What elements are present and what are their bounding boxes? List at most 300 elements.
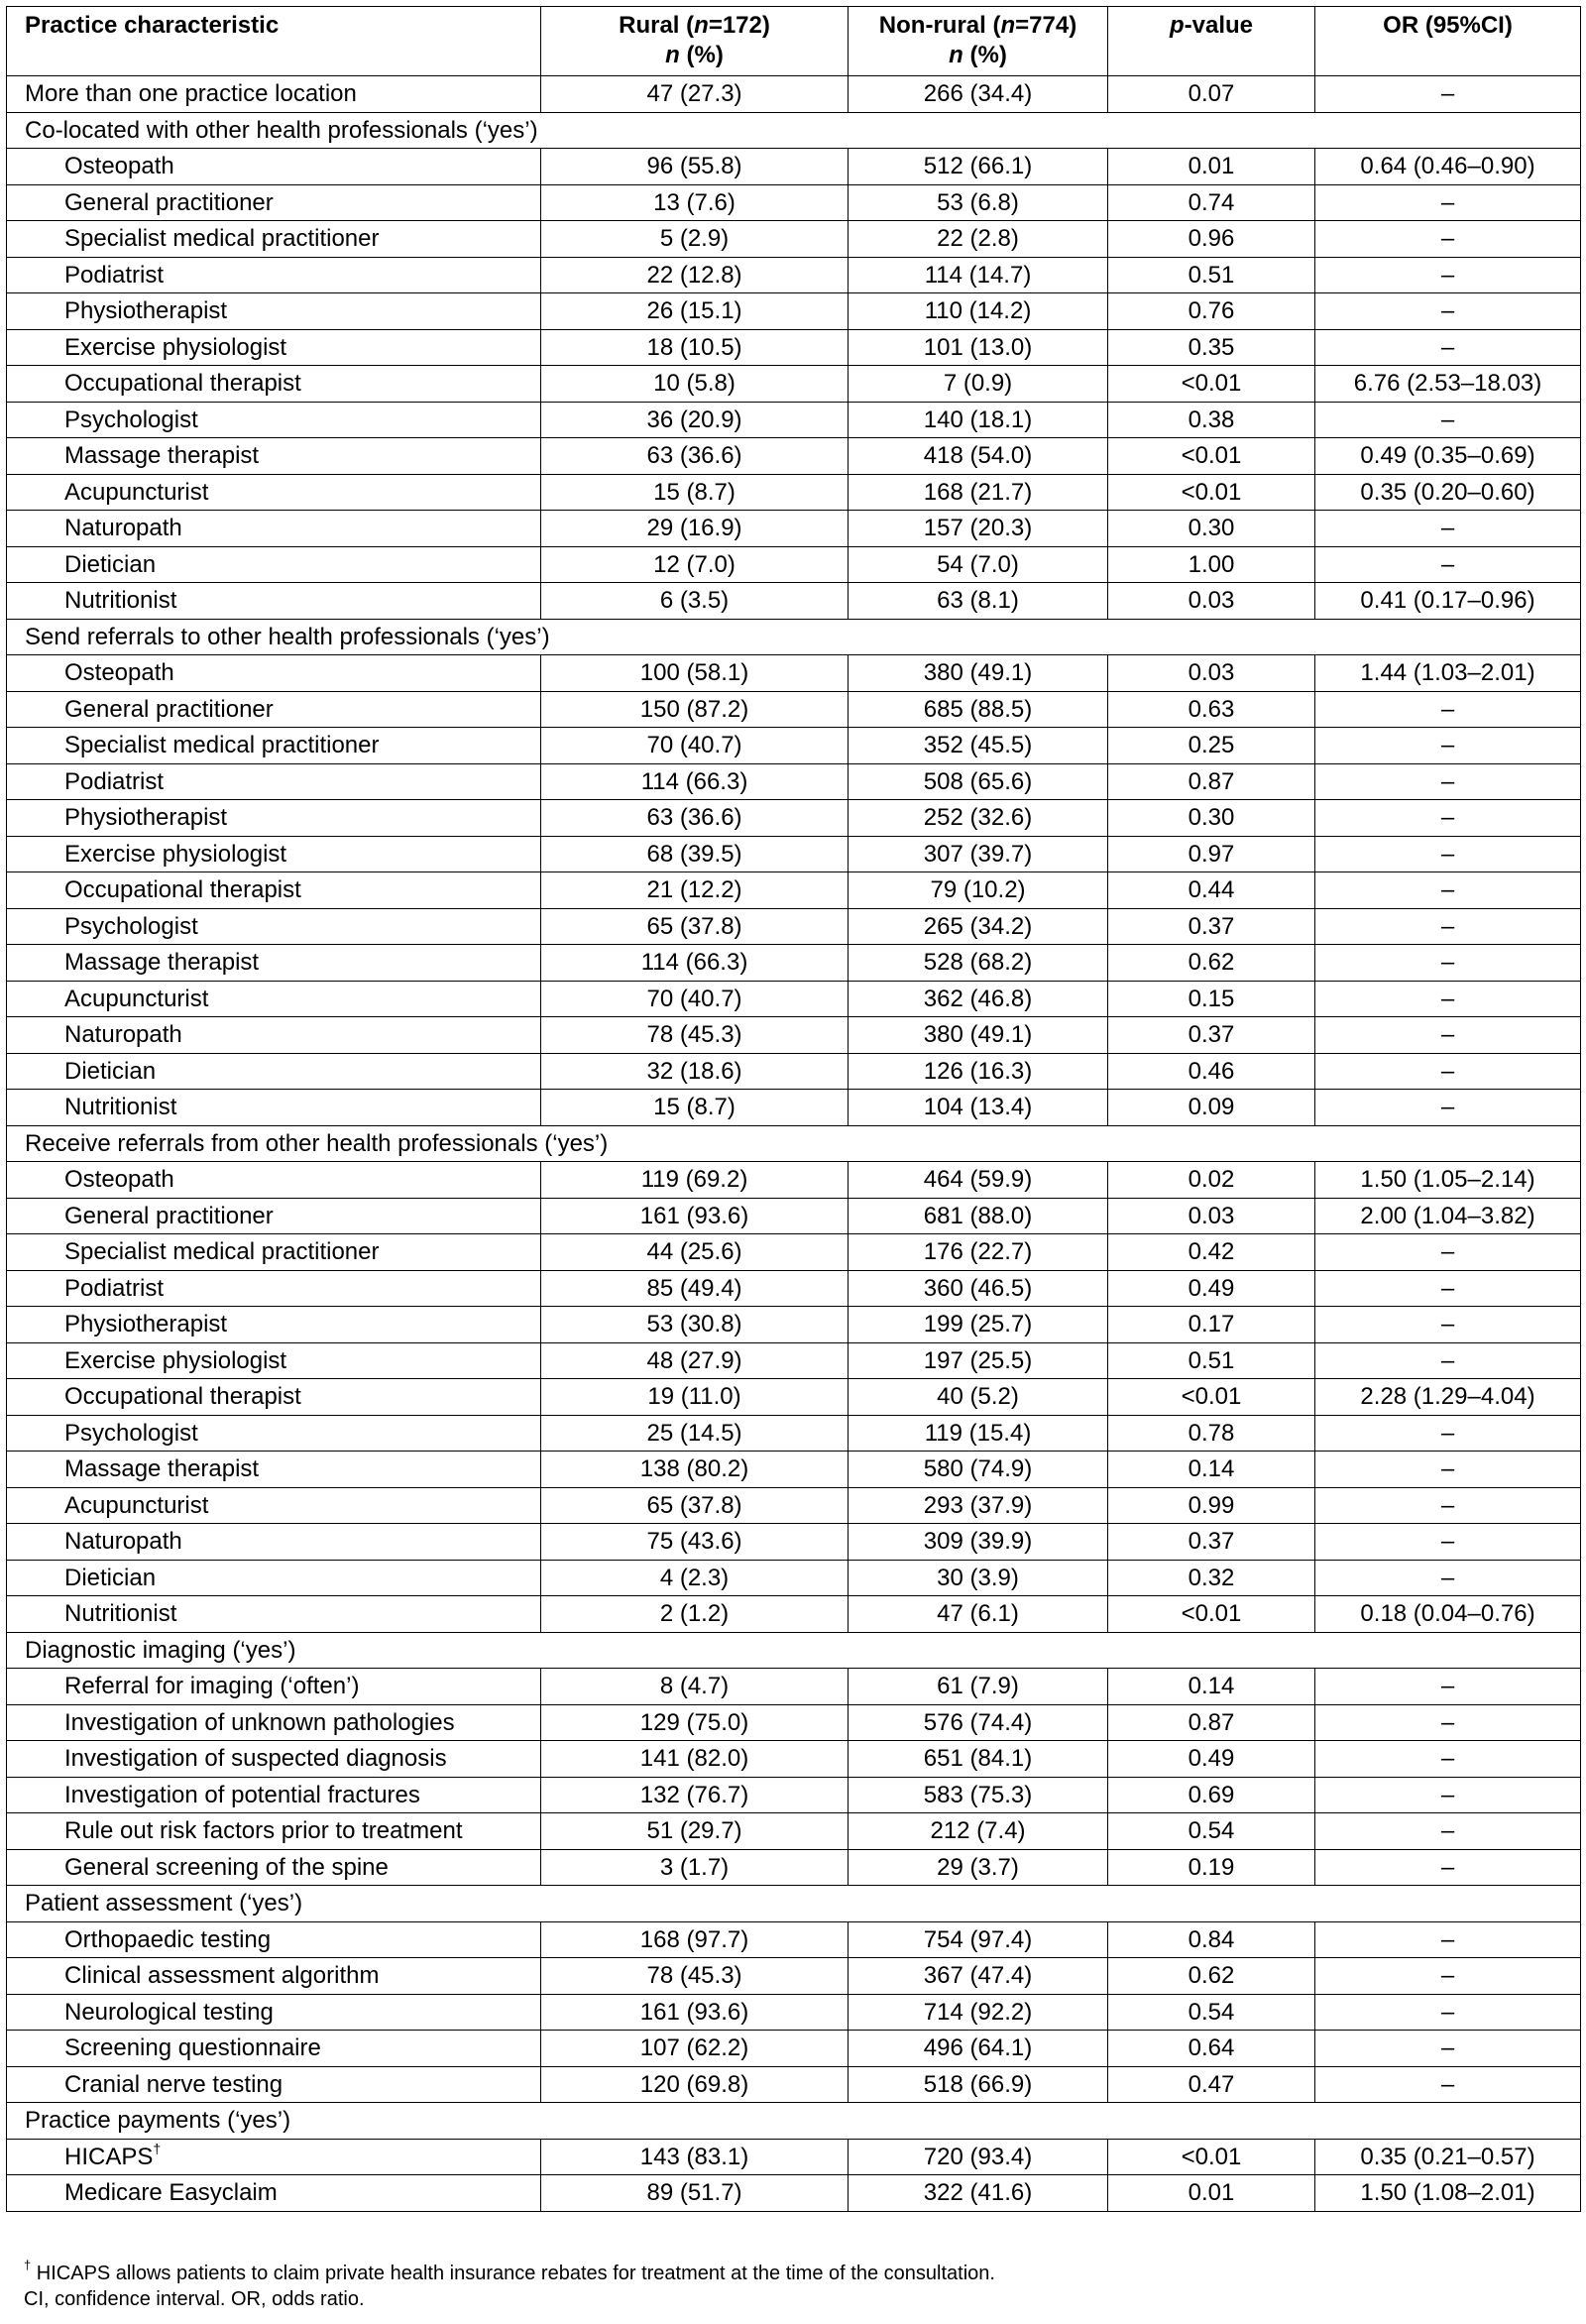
table-row xyxy=(7,1415,1581,1452)
or-cell: – xyxy=(1315,1704,1581,1741)
row-label: Acupuncturist xyxy=(7,981,541,1017)
row-label: Physiotherapist xyxy=(7,800,541,837)
or-cell: – xyxy=(1315,293,1581,330)
or-cell: – xyxy=(1315,1669,1581,1705)
table-row xyxy=(7,1669,1581,1705)
non-rural-cell: 265 (34.2) xyxy=(849,908,1108,945)
rural-cell: 29 (16.9) xyxy=(541,511,849,547)
or-cell: 0.41 (0.17–0.96) xyxy=(1315,583,1581,620)
section-label: Co-located with other health professionals (‘yes’) xyxy=(7,112,1581,149)
section-header-row xyxy=(7,1632,1581,1669)
rural-cell: 53 (30.8) xyxy=(541,1307,849,1343)
p-value-cell: 0.54 xyxy=(1108,1813,1315,1850)
non-rural-cell: 47 (6.1) xyxy=(849,1596,1108,1633)
or-cell: – xyxy=(1315,1307,1581,1343)
non-rural-cell: 685 (88.5) xyxy=(849,691,1108,728)
or-cell: – xyxy=(1315,1741,1581,1778)
non-rural-cell: 418 (54.0) xyxy=(849,438,1108,475)
or-cell: – xyxy=(1315,402,1581,438)
or-cell: – xyxy=(1315,546,1581,583)
table-row xyxy=(7,438,1581,475)
section-header-row xyxy=(7,112,1581,149)
p-value-cell: 0.62 xyxy=(1108,1958,1315,1995)
or-cell: – xyxy=(1315,800,1581,837)
rural-cell: 15 (8.7) xyxy=(541,1090,849,1126)
or-cell: – xyxy=(1315,1053,1581,1090)
rural-cell: 96 (55.8) xyxy=(541,149,849,185)
or-cell: 0.18 (0.04–0.76) xyxy=(1315,1596,1581,1633)
row-label: Occupational therapist xyxy=(7,1379,541,1416)
or-cell: – xyxy=(1315,763,1581,800)
rural-cell: 13 (7.6) xyxy=(541,184,849,221)
p-value-cell: 0.37 xyxy=(1108,908,1315,945)
p-value-cell: 0.96 xyxy=(1108,221,1315,258)
or-cell: – xyxy=(1315,691,1581,728)
p-value-cell: 0.07 xyxy=(1108,76,1315,113)
row-label: Psychologist xyxy=(7,402,541,438)
row-label: Nutritionist xyxy=(7,583,541,620)
table-row xyxy=(7,800,1581,837)
table-row xyxy=(7,945,1581,982)
p-value-cell: 0.03 xyxy=(1108,1198,1315,1234)
rural-cell: 36 (20.9) xyxy=(541,402,849,438)
rural-cell: 4 (2.3) xyxy=(541,1560,849,1596)
table-row xyxy=(7,366,1581,403)
header-practice-characteristic: Practice characteristic xyxy=(7,7,541,76)
or-cell: – xyxy=(1315,1017,1581,1054)
rural-cell: 10 (5.8) xyxy=(541,366,849,403)
rural-cell: 63 (36.6) xyxy=(541,438,849,475)
rural-cell: 161 (93.6) xyxy=(541,1994,849,2031)
p-value-cell: <0.01 xyxy=(1108,474,1315,511)
rural-cell: 21 (12.2) xyxy=(541,872,849,909)
rural-cell: 168 (97.7) xyxy=(541,1921,849,1958)
non-rural-cell: 293 (37.9) xyxy=(849,1487,1108,1524)
non-rural-cell: 212 (7.4) xyxy=(849,1813,1108,1850)
p-value-cell: 0.64 xyxy=(1108,2031,1315,2067)
rural-cell: 114 (66.3) xyxy=(541,763,849,800)
table-row xyxy=(7,1342,1581,1379)
section-header-row xyxy=(7,619,1581,655)
row-label: General screening of the spine xyxy=(7,1849,541,1886)
row-label: Psychologist xyxy=(7,908,541,945)
or-cell: – xyxy=(1315,1777,1581,1813)
or-cell: – xyxy=(1315,1452,1581,1488)
non-rural-cell: 61 (7.9) xyxy=(849,1669,1108,1705)
table-row xyxy=(7,763,1581,800)
p-value-cell: 0.25 xyxy=(1108,728,1315,764)
rural-cell: 47 (27.3) xyxy=(541,76,849,113)
section-label: Receive referrals from other health professionals (‘yes’) xyxy=(7,1125,1581,1162)
non-rural-cell: 720 (93.4) xyxy=(849,2139,1108,2175)
row-label: Exercise physiologist xyxy=(7,1342,541,1379)
rural-cell: 132 (76.7) xyxy=(541,1777,849,1813)
p-value-cell: 0.37 xyxy=(1108,1017,1315,1054)
row-label: Acupuncturist xyxy=(7,474,541,511)
or-cell: – xyxy=(1315,257,1581,293)
non-rural-cell: 7 (0.9) xyxy=(849,366,1108,403)
rural-cell: 120 (69.8) xyxy=(541,2066,849,2103)
row-label: Screening questionnaire xyxy=(7,2031,541,2067)
non-rural-cell: 40 (5.2) xyxy=(849,1379,1108,1416)
table-row xyxy=(7,655,1581,692)
non-rural-cell: 119 (15.4) xyxy=(849,1415,1108,1452)
table-row xyxy=(7,872,1581,909)
or-cell: – xyxy=(1315,1958,1581,1995)
non-rural-cell: 518 (66.9) xyxy=(849,2066,1108,2103)
or-cell: – xyxy=(1315,2031,1581,2067)
non-rural-cell: 22 (2.8) xyxy=(849,221,1108,258)
or-cell: – xyxy=(1315,511,1581,547)
section-header-row xyxy=(7,1125,1581,1162)
or-cell: 1.50 (1.08–2.01) xyxy=(1315,2175,1581,2212)
p-value-cell: <0.01 xyxy=(1108,438,1315,475)
or-cell: – xyxy=(1315,1524,1581,1561)
p-value-cell: 0.51 xyxy=(1108,257,1315,293)
or-cell: – xyxy=(1315,1921,1581,1958)
table-row xyxy=(7,184,1581,221)
rural-cell: 18 (10.5) xyxy=(541,329,849,366)
rural-cell: 48 (27.9) xyxy=(541,1342,849,1379)
p-value-cell: 0.19 xyxy=(1108,1849,1315,1886)
rural-cell: 6 (3.5) xyxy=(541,583,849,620)
or-cell: – xyxy=(1315,981,1581,1017)
p-value-cell: 0.03 xyxy=(1108,583,1315,620)
or-cell: – xyxy=(1315,908,1581,945)
non-rural-cell: 367 (47.4) xyxy=(849,1958,1108,1995)
p-value-cell: 0.49 xyxy=(1108,1270,1315,1307)
non-rural-cell: 53 (6.8) xyxy=(849,184,1108,221)
header-p-value: p-value xyxy=(1108,7,1315,76)
p-value-cell: 0.54 xyxy=(1108,1994,1315,2031)
p-value-cell: 0.74 xyxy=(1108,184,1315,221)
non-rural-cell: 176 (22.7) xyxy=(849,1234,1108,1271)
or-cell: – xyxy=(1315,221,1581,258)
p-value-cell: 0.44 xyxy=(1108,872,1315,909)
table-row xyxy=(7,221,1581,258)
non-rural-cell: 360 (46.5) xyxy=(849,1270,1108,1307)
or-cell: 2.28 (1.29–4.04) xyxy=(1315,1379,1581,1416)
row-label: Investigation of potential fractures xyxy=(7,1777,541,1813)
table-row xyxy=(7,1270,1581,1307)
rural-cell: 8 (4.7) xyxy=(541,1669,849,1705)
non-rural-cell: 168 (21.7) xyxy=(849,474,1108,511)
non-rural-cell: 681 (88.0) xyxy=(849,1198,1108,1234)
or-cell: 2.00 (1.04–3.82) xyxy=(1315,1198,1581,1234)
p-value-cell: 0.30 xyxy=(1108,511,1315,547)
p-value-cell: 0.14 xyxy=(1108,1452,1315,1488)
non-rural-cell: 352 (45.5) xyxy=(849,728,1108,764)
non-rural-cell: 54 (7.0) xyxy=(849,546,1108,583)
non-rural-cell: 252 (32.6) xyxy=(849,800,1108,837)
rural-cell: 25 (14.5) xyxy=(541,1415,849,1452)
rural-cell: 129 (75.0) xyxy=(541,1704,849,1741)
p-value-cell: 0.01 xyxy=(1108,149,1315,185)
table-row xyxy=(7,981,1581,1017)
table-row xyxy=(7,1704,1581,1741)
p-value-cell: 0.99 xyxy=(1108,1487,1315,1524)
rural-cell: 100 (58.1) xyxy=(541,655,849,692)
row-label: Osteopath xyxy=(7,655,541,692)
row-label: Occupational therapist xyxy=(7,366,541,403)
rural-cell: 44 (25.6) xyxy=(541,1234,849,1271)
non-rural-cell: 528 (68.2) xyxy=(849,945,1108,982)
or-cell: – xyxy=(1315,1234,1581,1271)
row-label: Specialist medical practitioner xyxy=(7,1234,541,1271)
section-label: Diagnostic imaging (‘yes’) xyxy=(7,1632,1581,1669)
rural-cell: 78 (45.3) xyxy=(541,1017,849,1054)
row-label: Osteopath xyxy=(7,149,541,185)
non-rural-cell: 114 (14.7) xyxy=(849,257,1108,293)
or-cell: – xyxy=(1315,836,1581,872)
p-value-cell: 0.87 xyxy=(1108,1704,1315,1741)
table-row xyxy=(7,1921,1581,1958)
table-header-row xyxy=(7,7,1581,76)
row-label: Podiatrist xyxy=(7,257,541,293)
table-row xyxy=(7,728,1581,764)
p-value-cell: 0.15 xyxy=(1108,981,1315,1017)
table-footnotes xyxy=(24,2258,995,2312)
row-label: Osteopath xyxy=(7,1162,541,1199)
table-row xyxy=(7,293,1581,330)
non-rural-cell: 126 (16.3) xyxy=(849,1053,1108,1090)
p-value-cell: 0.03 xyxy=(1108,655,1315,692)
non-rural-cell: 576 (74.4) xyxy=(849,1704,1108,1741)
non-rural-cell: 266 (34.4) xyxy=(849,76,1108,113)
table-row xyxy=(7,257,1581,293)
non-rural-cell: 464 (59.9) xyxy=(849,1162,1108,1199)
row-label: Psychologist xyxy=(7,1415,541,1452)
p-value-cell: 0.97 xyxy=(1108,836,1315,872)
non-rural-cell: 322 (41.6) xyxy=(849,2175,1108,2212)
non-rural-cell: 110 (14.2) xyxy=(849,293,1108,330)
row-label: Dietician xyxy=(7,1053,541,1090)
table-row xyxy=(7,511,1581,547)
rural-cell: 68 (39.5) xyxy=(541,836,849,872)
non-rural-cell: 199 (25.7) xyxy=(849,1307,1108,1343)
non-rural-cell: 29 (3.7) xyxy=(849,1849,1108,1886)
table-row xyxy=(7,1813,1581,1850)
row-label: Exercise physiologist xyxy=(7,329,541,366)
row-label: Medicare Easyclaim xyxy=(7,2175,541,2212)
row-label: More than one practice location xyxy=(7,76,541,113)
non-rural-cell: 101 (13.0) xyxy=(849,329,1108,366)
section-header-row xyxy=(7,2103,1581,2140)
rural-cell: 22 (12.8) xyxy=(541,257,849,293)
non-rural-cell: 307 (39.7) xyxy=(849,836,1108,872)
p-value-cell: 0.78 xyxy=(1108,1415,1315,1452)
or-cell: – xyxy=(1315,329,1581,366)
non-rural-cell: 651 (84.1) xyxy=(849,1741,1108,1778)
table-row xyxy=(7,1849,1581,1886)
row-label: Massage therapist xyxy=(7,438,541,475)
table-row xyxy=(7,1487,1581,1524)
table-row xyxy=(7,836,1581,872)
row-label: Naturopath xyxy=(7,511,541,547)
p-value-cell: 0.37 xyxy=(1108,1524,1315,1561)
p-value-cell: 0.02 xyxy=(1108,1162,1315,1199)
non-rural-cell: 512 (66.1) xyxy=(849,149,1108,185)
footnote-hicaps: † HICAPS allows patients to claim private health insurance rebates for treatment at the time of the consultation. xyxy=(24,2258,995,2284)
p-value-cell: 0.69 xyxy=(1108,1777,1315,1813)
or-cell: – xyxy=(1315,1560,1581,1596)
or-cell: 6.76 (2.53–18.03) xyxy=(1315,366,1581,403)
p-value-cell: 0.30 xyxy=(1108,800,1315,837)
non-rural-cell: 496 (64.1) xyxy=(849,2031,1108,2067)
non-rural-cell: 508 (65.6) xyxy=(849,763,1108,800)
table-row xyxy=(7,1560,1581,1596)
rural-cell: 26 (15.1) xyxy=(541,293,849,330)
non-rural-cell: 30 (3.9) xyxy=(849,1560,1108,1596)
or-cell: – xyxy=(1315,1849,1581,1886)
row-label: Physiotherapist xyxy=(7,293,541,330)
rural-cell: 75 (43.6) xyxy=(541,1524,849,1561)
rural-cell: 150 (87.2) xyxy=(541,691,849,728)
row-label: Specialist medical practitioner xyxy=(7,221,541,258)
row-label: Rule out risk factors prior to treatment xyxy=(7,1813,541,1850)
non-rural-cell: 157 (20.3) xyxy=(849,511,1108,547)
header-rural: Rural (n=172) n (%) xyxy=(541,7,849,76)
row-label: General practitioner xyxy=(7,184,541,221)
rural-cell: 70 (40.7) xyxy=(541,728,849,764)
row-label: Nutritionist xyxy=(7,1596,541,1633)
or-cell: – xyxy=(1315,1270,1581,1307)
or-cell: 0.35 (0.21–0.57) xyxy=(1315,2139,1581,2175)
table-row xyxy=(7,1234,1581,1271)
section-label: Send referrals to other health professionals (‘yes’) xyxy=(7,619,1581,655)
table-row xyxy=(7,1958,1581,1995)
non-rural-cell: 362 (46.8) xyxy=(849,981,1108,1017)
header-or: OR (95%CI) xyxy=(1315,7,1581,76)
p-value-cell: 0.01 xyxy=(1108,2175,1315,2212)
table-row xyxy=(7,1379,1581,1416)
rural-cell: 65 (37.8) xyxy=(541,1487,849,1524)
row-label: Orthopaedic testing xyxy=(7,1921,541,1958)
table-row xyxy=(7,1090,1581,1126)
p-value-cell: <0.01 xyxy=(1108,366,1315,403)
table-row xyxy=(7,1198,1581,1234)
row-label: Massage therapist xyxy=(7,945,541,982)
table-row xyxy=(7,474,1581,511)
p-value-cell: 1.00 xyxy=(1108,546,1315,583)
p-value-cell: 0.46 xyxy=(1108,1053,1315,1090)
row-label: Occupational therapist xyxy=(7,872,541,909)
non-rural-cell: 583 (75.3) xyxy=(849,1777,1108,1813)
rural-cell: 114 (66.3) xyxy=(541,945,849,982)
table-row xyxy=(7,691,1581,728)
table-row xyxy=(7,1017,1581,1054)
table-row xyxy=(7,1162,1581,1199)
or-cell: 0.64 (0.46–0.90) xyxy=(1315,149,1581,185)
p-value-cell: 0.51 xyxy=(1108,1342,1315,1379)
non-rural-cell: 63 (8.1) xyxy=(849,583,1108,620)
table-row xyxy=(7,2175,1581,2212)
p-value-cell: 0.76 xyxy=(1108,293,1315,330)
table-row xyxy=(7,583,1581,620)
p-value-cell: 0.62 xyxy=(1108,945,1315,982)
row-label: Dietician xyxy=(7,546,541,583)
row-label: Clinical assessment algorithm xyxy=(7,1958,541,1995)
row-label: Referral for imaging (‘often’) xyxy=(7,1669,541,1705)
table-row xyxy=(7,1524,1581,1561)
rural-cell: 70 (40.7) xyxy=(541,981,849,1017)
table-row xyxy=(7,76,1581,113)
non-rural-cell: 309 (39.9) xyxy=(849,1524,1108,1561)
row-label: General practitioner xyxy=(7,1198,541,1234)
table-row xyxy=(7,1053,1581,1090)
rural-cell: 32 (18.6) xyxy=(541,1053,849,1090)
or-cell: – xyxy=(1315,872,1581,909)
row-label: Investigation of unknown pathologies xyxy=(7,1704,541,1741)
p-value-cell: 0.84 xyxy=(1108,1921,1315,1958)
p-value-cell: <0.01 xyxy=(1108,2139,1315,2175)
rural-cell: 12 (7.0) xyxy=(541,546,849,583)
row-label: Acupuncturist xyxy=(7,1487,541,1524)
p-value-cell: 0.17 xyxy=(1108,1307,1315,1343)
rural-cell: 138 (80.2) xyxy=(541,1452,849,1488)
rural-cell: 15 (8.7) xyxy=(541,474,849,511)
non-rural-cell: 104 (13.4) xyxy=(849,1090,1108,1126)
row-label: Exercise physiologist xyxy=(7,836,541,872)
section-header-row xyxy=(7,1886,1581,1922)
row-label: Cranial nerve testing xyxy=(7,2066,541,2103)
or-cell: – xyxy=(1315,1415,1581,1452)
row-label: Nutritionist xyxy=(7,1090,541,1126)
table-container xyxy=(6,6,1582,2212)
or-cell: 0.35 (0.20–0.60) xyxy=(1315,474,1581,511)
or-cell: 0.49 (0.35–0.69) xyxy=(1315,438,1581,475)
p-value-cell: 0.49 xyxy=(1108,1741,1315,1778)
rural-cell: 89 (51.7) xyxy=(541,2175,849,2212)
dagger-footnote-mark: † xyxy=(153,2140,162,2156)
table-row xyxy=(7,1741,1581,1778)
section-label: Patient assessment (‘yes’) xyxy=(7,1886,1581,1922)
non-rural-cell: 580 (74.9) xyxy=(849,1452,1108,1488)
table-row xyxy=(7,1777,1581,1813)
or-cell: – xyxy=(1315,1813,1581,1850)
table-row xyxy=(7,1452,1581,1488)
p-value-cell: 0.35 xyxy=(1108,329,1315,366)
section-label: Practice payments (‘yes’) xyxy=(7,2103,1581,2140)
non-rural-cell: 380 (49.1) xyxy=(849,655,1108,692)
row-label: Naturopath xyxy=(7,1524,541,1561)
table-body xyxy=(7,76,1581,2212)
p-value-cell: 0.14 xyxy=(1108,1669,1315,1705)
row-label: Podiatrist xyxy=(7,763,541,800)
p-value-cell: 0.32 xyxy=(1108,1560,1315,1596)
row-label: HICAPS† xyxy=(7,2139,541,2175)
table-row xyxy=(7,2066,1581,2103)
p-value-cell: 0.47 xyxy=(1108,2066,1315,2103)
row-label: Specialist medical practitioner xyxy=(7,728,541,764)
footnote-abbreviations: CI, confidence interval. OR, odds ratio. xyxy=(24,2288,365,2310)
or-cell: – xyxy=(1315,1090,1581,1126)
table-row xyxy=(7,2031,1581,2067)
rural-cell: 161 (93.6) xyxy=(541,1198,849,1234)
or-cell: – xyxy=(1315,184,1581,221)
p-value-cell: 0.38 xyxy=(1108,402,1315,438)
rural-cell: 63 (36.6) xyxy=(541,800,849,837)
p-value-cell: <0.01 xyxy=(1108,1596,1315,1633)
or-cell: – xyxy=(1315,76,1581,113)
table-row xyxy=(7,329,1581,366)
p-value-cell: 0.42 xyxy=(1108,1234,1315,1271)
or-cell: – xyxy=(1315,728,1581,764)
table-row xyxy=(7,402,1581,438)
non-rural-cell: 754 (97.4) xyxy=(849,1921,1108,1958)
rural-cell: 51 (29.7) xyxy=(541,1813,849,1850)
table-row xyxy=(7,1307,1581,1343)
